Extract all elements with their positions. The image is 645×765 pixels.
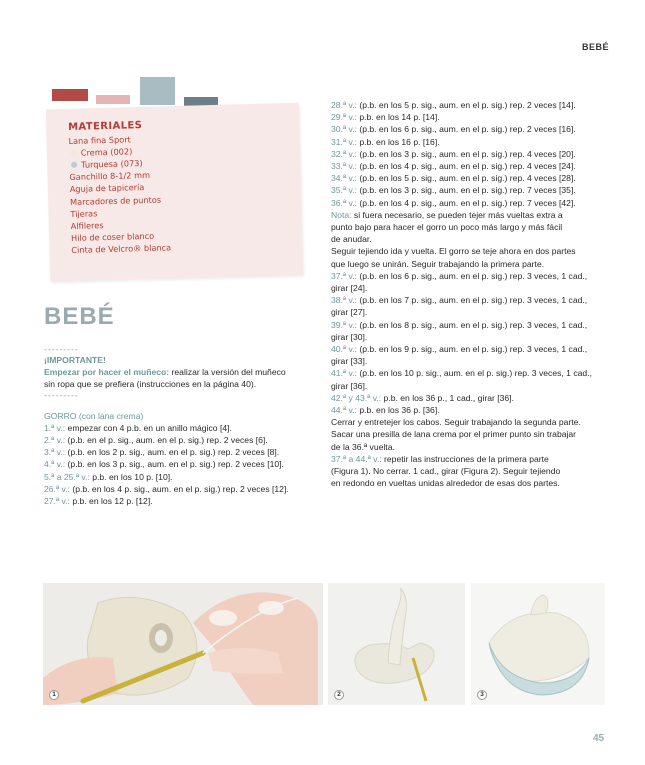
row-text: (p.b. en los 10 p. sig., aum. en el p. sig.) rep. 3 veces, 1 cad., — [356, 368, 592, 379]
row-number: 37.ª a 44.ª v.: — [331, 453, 382, 464]
row-number: 4.ª v.: — [44, 459, 66, 470]
row-number: 38.ª v.: — [331, 295, 357, 306]
material-item: Marcadores de puntos — [69, 194, 162, 207]
row-number: 42.ª y 43.ª v.: — [331, 392, 382, 403]
row-number: 33.ª v.: — [331, 161, 357, 172]
row-text: p.b. en los 12 p. [12]. — [69, 496, 153, 507]
divider: --------- — [44, 389, 79, 400]
pattern-row — [44, 483, 314, 495]
important-body: realizar la versión del muñeco — [169, 367, 286, 378]
row-text: (p.b. en los 6 p. sig., aum. en el p. sig.) rep. 3 veces, 1 cad., — [356, 270, 588, 281]
row-number: 30.ª v.: — [331, 124, 357, 135]
row-number: 39.ª v.: — [331, 319, 357, 330]
hat-crochet-photo-icon — [328, 583, 465, 705]
important-lead: Empezar por hacer el muñeco: — [44, 367, 170, 378]
important-heading: ¡IMPORTANTE! — [44, 355, 106, 365]
swatch-pink — [96, 95, 130, 104]
material-item: Ganchillo 8-1/2 mm — [69, 170, 151, 183]
photo-number: 2 — [334, 690, 344, 700]
row-number: 3.ª v.: — [44, 447, 66, 458]
photo-3 — [471, 583, 605, 705]
turquoise-yarn-icon — [71, 162, 77, 168]
pattern-row — [331, 319, 603, 331]
pattern-row — [331, 270, 603, 282]
row-text: (p.b. en los 3 p. sig., aum. en el p. sig.) rep. 7 veces [35]. — [356, 185, 576, 196]
pattern-row — [331, 197, 603, 209]
material-item-label: Crema (002) — [80, 146, 133, 158]
materials-title: MATERIALES — [68, 120, 143, 133]
row-text: p.b. en los 14 p. [14]. — [356, 112, 440, 123]
row-number: 36.ª v.: — [331, 197, 357, 208]
pattern-row — [44, 458, 314, 470]
row-text: (p.b. en los 6 p. sig., aum. en el p. sig.) rep. 2 veces [16]. — [356, 124, 576, 135]
gorro-heading — [44, 410, 314, 422]
pattern-row — [331, 111, 603, 123]
pattern-row — [44, 422, 314, 434]
note-text-2: punto bajo para hacer el gorro un poco más largo y más fácil — [331, 222, 563, 233]
pattern-row — [331, 148, 603, 160]
row-text: (p.b. en los 4 p. sig., aum. en el p. sig.) rep. 4 veces [24]. — [356, 161, 576, 172]
divider: --------- — [44, 344, 79, 354]
pattern-row — [44, 434, 314, 446]
pattern-row-cont: girar [33]. — [331, 356, 368, 367]
row-number: 26.ª v.: — [44, 483, 70, 494]
left-column — [44, 345, 314, 507]
row-text: (p.b. en los 5 p. sig., aum. en el p. sig.) rep. 4 veces [28]. — [356, 173, 576, 184]
color-swatches — [52, 77, 222, 107]
instruction-text: en redondo en vueltas unidas alrededor de esas dos partes. — [331, 478, 560, 489]
hands-crochet-photo-icon — [43, 583, 323, 705]
row-text: repetir las instrucciones de la primera parte — [381, 453, 549, 464]
note-label: Nota: — [331, 209, 352, 220]
row-number: 2.ª v.: — [44, 435, 66, 446]
swatch-light-blue — [140, 77, 175, 105]
pattern-row — [331, 160, 603, 172]
important-text-2: sin ropa que se prefiera (instrucciones en la página 40). — [44, 379, 257, 390]
photo-number: 3 — [477, 690, 487, 700]
pattern-row — [331, 184, 603, 196]
pattern-row — [331, 404, 603, 416]
pattern-row — [331, 367, 603, 379]
finished-hat-photo-icon — [471, 583, 605, 705]
row-text: (p.b. en los 4 p. sig., aum. en el p. sig.) rep. 7 veces [42]. — [356, 197, 576, 208]
row-number: 34.ª v.: — [331, 173, 357, 184]
row-number: 29.ª v.: — [331, 112, 357, 123]
instruction-text: (Figura 1). No cerrar. 1 cad., girar (Figura 2). Seguir tejiendo — [331, 466, 561, 477]
pattern-row — [331, 172, 603, 184]
note-text-3: de anudar. — [331, 234, 372, 245]
instruction-text: de la 36.ª vuelta. — [331, 441, 395, 452]
instruction-text: Sacar una presilla de lana crema por el primer punto sin trabajar — [331, 429, 577, 440]
pattern-row-cont: girar [24]. — [331, 283, 368, 294]
row-number: 37.ª v.: — [331, 270, 357, 281]
pattern-row-cont: girar [30]. — [331, 331, 368, 342]
pattern-row-cont: girar [36]. — [331, 380, 368, 391]
row-text: empezar con 4 p.b. en un anillo mágico [4]. — [65, 422, 232, 433]
photo-2 — [328, 583, 465, 705]
row-text: p.b. en los 10 p. [10]. — [89, 471, 173, 482]
note — [331, 209, 603, 221]
instruction-text: que luego se unirán. Seguir trabajando la primera parte. — [331, 258, 545, 269]
row-number: 28.ª v.: — [331, 100, 357, 110]
pattern-row — [331, 123, 603, 135]
row-number: 31.ª v.: — [331, 136, 357, 147]
right-column — [331, 99, 603, 490]
row-text: (p.b. en los 4 p. sig., aum. en el p. sig.) rep. 2 veces [12]. — [69, 483, 289, 494]
pattern-row — [44, 471, 314, 483]
row-text: (p.b. en los 3 p. sig., aum. en el p. sig.) rep. 2 veces [10]. — [65, 459, 284, 470]
page-title: BEBÉ — [44, 303, 115, 330]
row-text: p.b. en los 36 p., 1 cad., girar [36]. — [381, 392, 514, 403]
cream-yarn-icon — [71, 150, 77, 156]
pattern-row — [331, 294, 603, 306]
row-number: 35.ª v.: — [331, 185, 357, 196]
material-item: Hilo de coser blanco — [70, 230, 155, 243]
row-text: (p.b. en los 9 p. sig., aum. en el p. sig.) rep. 3 veces, 1 cad., — [356, 344, 588, 355]
material-item: Lana fina Sport — [68, 134, 131, 147]
row-number: 1.ª v.: — [44, 422, 66, 433]
row-number: 32.ª v.: — [331, 148, 357, 159]
important-text — [44, 366, 314, 378]
row-number: 40.ª v.: — [331, 344, 357, 355]
photo-1 — [43, 583, 323, 705]
row-text: p.b. en los 36 p. [36]. — [356, 405, 440, 416]
pattern-row — [44, 446, 314, 458]
instruction-text: Seguir tejiendo ida y vuelta. El gorro se teje ahora en dos partes — [331, 246, 576, 257]
row-number: 27.ª v.: — [44, 496, 70, 507]
material-item: Cinta de Velcro® blanca — [71, 242, 172, 255]
row-text: (p.b. en los 8 p. sig., aum. en el p. sig.) rep. 3 veces, 1 cad., — [356, 319, 588, 330]
row-number: 44.ª v.: — [331, 405, 357, 416]
material-item-label: Turquesa (073) — [80, 158, 143, 170]
pattern-row — [44, 495, 314, 507]
gorro-subtitle: (con lana crema) — [76, 410, 144, 421]
row-text: p.b. en los 16 p. [16]. — [356, 136, 440, 147]
row-text: (p.b. en los 2 p. sig., aum. en el p. sig.) rep. 2 veces [8]. — [65, 447, 280, 458]
row-number: 5.ª a 25.ª v.: — [44, 471, 90, 482]
page-number: 45 — [593, 733, 605, 744]
pattern-row-cont: girar [27]. — [331, 307, 368, 318]
material-item: Aguja de tapicería — [69, 182, 145, 195]
swatch-red — [52, 89, 88, 101]
photo-number: 1 — [49, 690, 59, 700]
row-text: (p.b. en los 5 p. sig., aum. en el p. sig.) rep. 2 veces [14]. — [356, 100, 576, 110]
row-text: (p.b. en los 7 p. sig., aum. en el p. sig.) rep. 3 veces, 1 cad., — [356, 295, 588, 306]
pattern-row — [331, 343, 603, 355]
section-header: BEBÉ — [581, 42, 609, 52]
row-text: (p.b. en los 3 p. sig., aum. en el p. sig.) rep. 4 veces [20]. — [356, 148, 576, 159]
materials-list — [68, 116, 291, 256]
material-item: Alfileres — [70, 219, 104, 231]
pattern-row — [331, 99, 603, 111]
pattern-row — [331, 392, 603, 404]
material-item: Tijeras — [70, 207, 98, 219]
pattern-row — [331, 136, 603, 148]
instruction-text: Cerrar y entretejer los cabos. Seguir trabajando la segunda parte. — [331, 417, 581, 428]
pattern-row — [331, 453, 603, 465]
row-number: 41.ª v.: — [331, 368, 357, 379]
row-text: (p.b. en el p. sig., aum. en el p. sig.) rep. 2 veces [6]. — [65, 435, 268, 446]
gorro-title: GORRO — [44, 410, 77, 421]
note-text: si fuera necesario, se pueden tejer más vueltas extra a — [351, 209, 563, 220]
